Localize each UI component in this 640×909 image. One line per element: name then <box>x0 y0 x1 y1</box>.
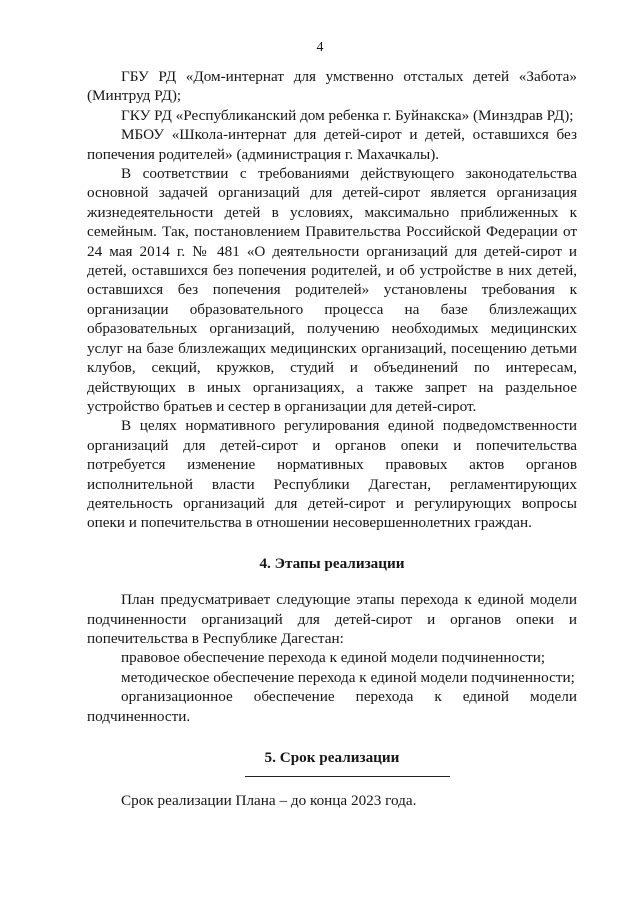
paragraph-zabota: ГБУ РД «Дом-интернат для умственно отсталых детей «Забота» (Минтруд РД); <box>87 68 577 105</box>
paragraph-shkola-internat: МБОУ «Школа-интернат для детей-сирот и детей, оставшихся без попечения родителей» (администрация г. Махачкалы). <box>87 126 577 163</box>
page-number: 4 <box>316 40 324 55</box>
section-4-heading: 4. Этапы реализации <box>259 554 405 572</box>
section-5-heading: 5. Срок реализации <box>264 749 400 766</box>
section-4-stage-organizational: организационное обеспечение перехода к единой модели подчиненности. <box>87 688 577 725</box>
section-4-stage-legal: правовое обеспечение перехода к единой модели подчиненности; <box>121 649 546 667</box>
paragraph-legislation: В соответствии с требованиями действующего законодательства основной задачей организаций для детей-сирот является организация жизнедеятельности детей в условиях, максимально приближенных к семейным. Так, постановлением Правительства Российской Федерации от 24 мая 2014 г. № 481 «О деятельности организаций для детей-сирот и детей, оставшихся без попечения родителей, и об устройстве в них детей, оставшихся без попечения родителей» установлены требования к организации образовательного процесса на базе близлежащих образовательных организаций, получению необходимых медицинских услуг на базе близлежащих медицинских организаций, посещению детьми клубов, секций, кружков, студий и объединений по интересам, действующих в иных организациях, а также запрет на раздельное устройство братьев и сестер в организации для детей-сирот. <box>87 165 577 415</box>
closing-divider <box>245 776 450 777</box>
document-body <box>87 67 577 811</box>
section-4-stage-methodical: методическое обеспечение перехода к единой модели подчиненности; <box>121 668 575 686</box>
section-4-paragraph: План предусматривает следующие этапы перехода к единой модели подчиненности организаций для детей-сирот и органов опеки и попечительства в Республике Дагестан: <box>87 591 577 647</box>
paragraph-regulation: В целях нормативного регулирования единой подведомственности организаций для детей-сирот и органов опеки и попечительства потребуется изменение нормативных правовых актов органов исполнительной власти Республики Дагестан, регламентирующих деятельность организаций для детей-сирот и регулирующих вопросы опеки и попечительства в отношении несовершеннолетних граждан. <box>87 417 577 532</box>
paragraph-dom-rebenka: ГКУ РД «Республиканский дом ребенка г. Буйнакска» (Минздрав РД); <box>121 106 574 124</box>
section-5-paragraph: Срок реализации Плана – до конца 2023 года. <box>121 792 417 810</box>
